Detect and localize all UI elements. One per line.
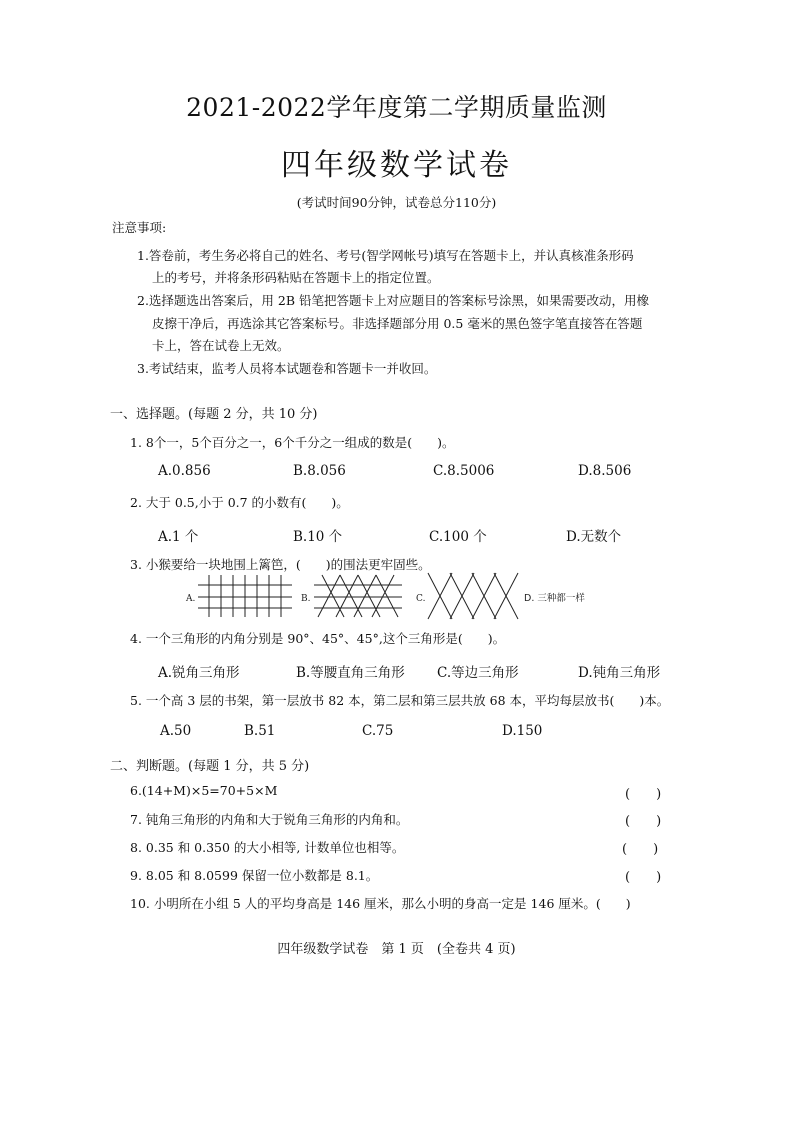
- fence-label-b: B.: [301, 594, 311, 604]
- notice-heading: 注意事项:: [112, 220, 167, 235]
- option-c: C.75: [362, 723, 394, 739]
- option-b: B.10 个: [293, 529, 343, 545]
- section-heading-choice: 一、选择题。(每题 2 分，共 10 分): [110, 407, 318, 422]
- page-footer: 四年级数学试卷 第 1 页 (全卷共 4 页): [277, 942, 516, 957]
- answer-blank: ( ): [625, 787, 662, 802]
- option-a: A.50: [160, 723, 192, 739]
- judge-item: 6.(14+M)×5=70+5×M: [130, 783, 278, 798]
- exam-subtitle: 四年级数学试卷: [281, 148, 512, 183]
- option-d: D.8.506: [578, 463, 632, 479]
- question-stem: 3. 小猴要给一块地围上篱笆，( )的围法更牢固些。: [130, 557, 431, 572]
- option-a: A.锐角三角形: [158, 665, 240, 681]
- judge-item: 7. 钝角三角形的内角和大于锐角三角形的内角和。: [130, 812, 409, 827]
- question-stem: 2. 大于 0.5,小于 0.7 的小数有( )。: [130, 495, 349, 510]
- question-stem: 1. 8个一，5个百分之一，6个千分之一组成的数是( )。: [130, 435, 455, 450]
- option-a: A.0.856: [158, 463, 211, 479]
- option-b: B.51: [244, 723, 276, 739]
- option-b: B.等腰直角三角形: [296, 665, 405, 681]
- notice-line: 上的考号，并将条形码粘贴在答题卡上的指定位置。: [152, 270, 440, 285]
- judge-item: 9. 8.05 和 8.0599 保留一位小数都是 8.1。: [130, 868, 379, 883]
- exam-info: (考试时间90分钟，试卷总分110分): [296, 195, 497, 210]
- section-heading-judge: 二、判断题。(每题 1 分，共 5 分): [110, 759, 310, 774]
- fence-label-d: D. 三种都一样: [524, 593, 585, 604]
- option-c: C.等边三角形: [437, 665, 519, 681]
- exam-title: 2021-2022学年度第二学期质量监测: [186, 93, 607, 122]
- notice-line: 1.答卷前，考生务必将自己的姓名、考号(智学网帐号)填写在答题卡上，并认真核准条形码: [137, 248, 634, 263]
- option-a: A.1 个: [158, 529, 199, 545]
- notice-line: 卡上，答在试卷上无效。: [152, 338, 290, 353]
- answer-blank: ( ): [625, 814, 662, 829]
- notice-line: 2.选择题选出答案后，用 2B 铅笔把答题卡上对应题目的答案标号涂黑，如果需要改动，用橡: [137, 293, 650, 308]
- judge-item: 10. 小明所在小组 5 人的平均身高是 146 厘米，那么小明的身高一定是 146 厘米。( ): [130, 896, 631, 911]
- answer-blank: ( ): [625, 870, 662, 885]
- fence-label-c: C.: [416, 594, 426, 604]
- option-d: D.钝角三角形: [578, 665, 661, 681]
- question-stem: 4. 一个三角形的内角分别是 90°、45°、45°,这个三角形是( )。: [130, 631, 506, 646]
- option-d: D.150: [502, 723, 543, 739]
- question-stem: 5. 一个高 3 层的书架，第一层放书 82 本，第二层和第三层共放 68 本，平均每层放书( )本。: [130, 693, 670, 708]
- notice-line: 3.考试结束，监考人员将本试题卷和答题卡一并收回。: [137, 361, 437, 376]
- option-c: C.100 个: [429, 529, 487, 545]
- fence-b-lattice: [314, 575, 402, 617]
- option-b: B.8.056: [293, 463, 346, 479]
- fence-a-grid: [198, 575, 292, 617]
- fence-figure-svg: [180, 571, 620, 621]
- judge-item: 8. 0.35 和 0.350 的大小相等, 计数单位也相等。: [130, 840, 405, 855]
- fence-label-a: A.: [186, 594, 196, 604]
- fence-figures: [180, 571, 620, 621]
- option-c: C.8.5006: [433, 463, 495, 479]
- option-d: D.无数个: [566, 529, 622, 545]
- answer-blank: ( ): [622, 842, 659, 857]
- notice-line: 皮擦干净后，再选涂其它答案标号。非选择题部分用 0.5 毫米的黑色签字笔直接答在答题: [152, 316, 643, 331]
- fence-c-lattice: [428, 573, 518, 619]
